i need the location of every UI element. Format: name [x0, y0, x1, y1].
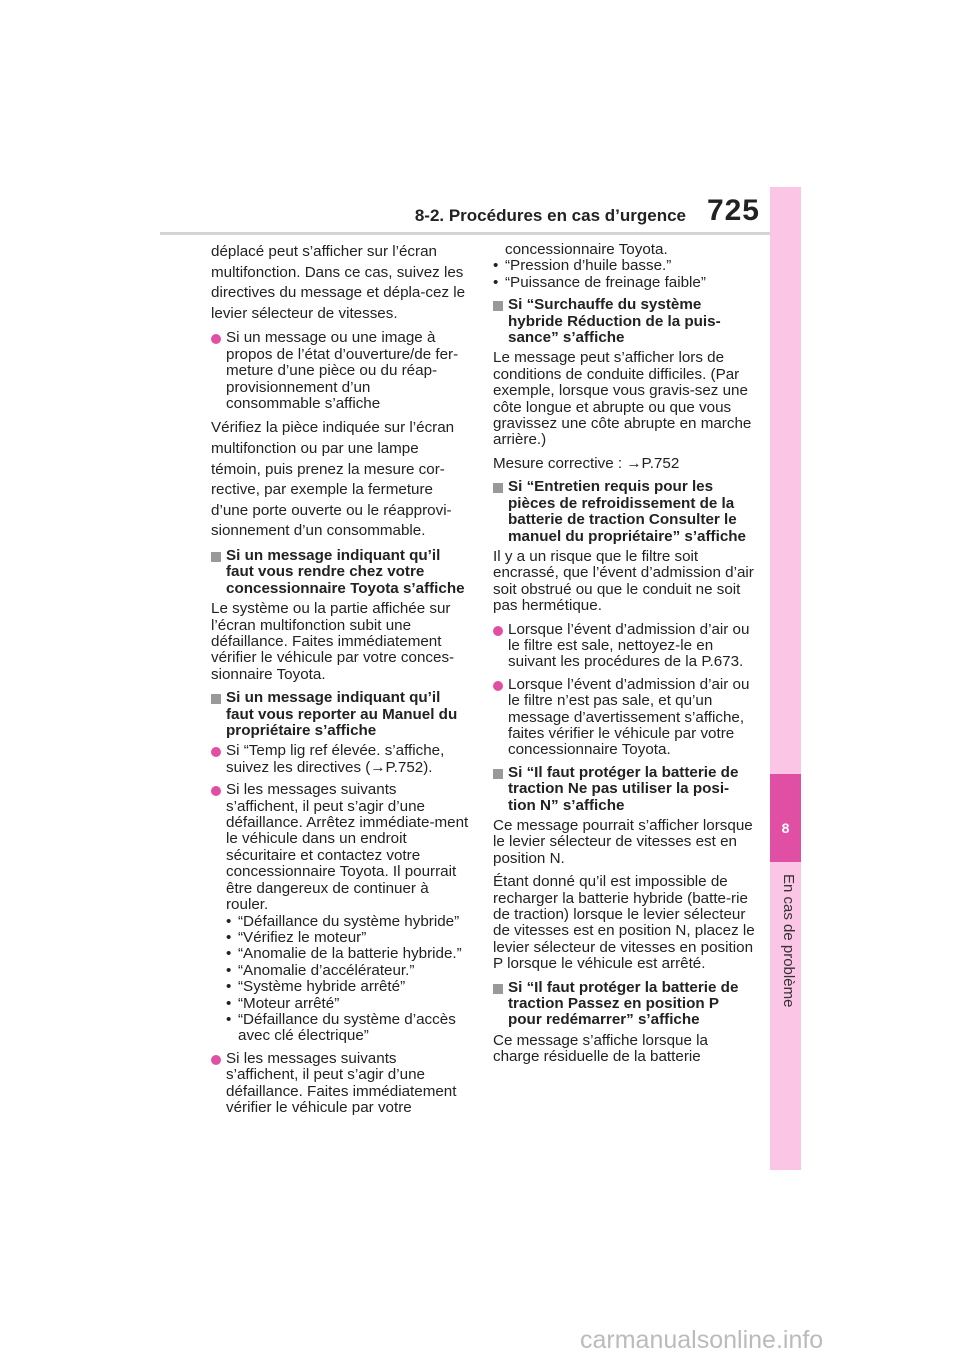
bullet-text: Lorsque l’évent d’admission d’air ou le filtre n’est pas sale, et qu’un message d’avertissement s’affiche, faites vérifier le véhicule par votre concessionnaire Toyota. [508, 675, 750, 759]
bullet-text: Si les messages suivants s’affichent, il peut s’agir d’une défaillance. Faites immédiatement vérifier le véhicule par votre [226, 1049, 457, 1116]
section-title: 8-2. Procédures en cas d’urgence [414, 206, 686, 225]
right-column [493, 242, 755, 1073]
subheading [211, 690, 469, 739]
list-item: • “Anomalie de la batterie hybride.” [226, 945, 462, 963]
subheading [493, 765, 755, 814]
paragraph: déplacé peut s’afficher sur l’écran multifonction. Dans ce cas, suivez les directives du message et dépla-cez le levier sélecteur de vitesses. [211, 243, 466, 322]
bullet-text: Si les messages suivants s’affichent, il peut s’agir d’une défaillance. Arrêtez immédiate-ment le véhicule dans un endroit sécuritaire et contactez votre concessionnaire Toyota. Il pourrait être dangereux de continuer à rouler. [226, 781, 469, 914]
paragraph: Ce message s’affiche lorsque la charge résiduelle de la batterie [493, 1031, 708, 1066]
watermark-link[interactable]: carmanualsonline.info [580, 1326, 824, 1354]
subheading [493, 297, 755, 346]
page-header [0, 194, 770, 232]
subheading-text: Si “Entretien requis pour les pièces de refroidissement de la batterie de traction Consulter le manuel du propriétaire” s’affiche [508, 478, 746, 545]
square-marker-icon [493, 769, 503, 779]
bullet-item [493, 622, 755, 671]
paragraph: Le message peut s’afficher lors de conditions de conduite difficiles. (Par exemple, lorsque vous gravis-sez une côte longue et abrupte ou que vous gravissez une côte abrupte en marche arrière.) [493, 349, 752, 449]
bullet-dot-icon [211, 334, 221, 344]
bullet-text: Si “Temp lig ref élevée. s’affiche, suivez les directives (→P.752). [226, 742, 445, 776]
bullet-dot-icon [211, 1055, 221, 1065]
bullet-item [211, 330, 469, 412]
paragraph: Ce message pourrait s’afficher lorsque le levier sélecteur de vitesses est en position N. [493, 817, 753, 867]
continued-text: concessionnaire Toyota. [505, 241, 668, 258]
subheading-text: Si un message indiquant qu’il faut vous rendre chez votre concessionnaire Toyota s’affiche [226, 546, 465, 597]
bullet-dot-icon [211, 786, 221, 796]
list-item: • “Moteur arrêté” [226, 994, 340, 1012]
page-number: 725 [706, 194, 760, 227]
subheading [493, 980, 755, 1029]
square-marker-icon [211, 552, 221, 562]
bullet-item [211, 1051, 469, 1117]
subheading-text: Si “Il faut protéger la batterie de traction Passez en position P pour redémarrer” s’affiche [508, 978, 739, 1029]
bullet-dot-icon [211, 747, 221, 757]
chapter-label: En cas de problème [780, 874, 797, 1008]
bullet-item [493, 677, 755, 759]
subheading-text: Si “Il faut protéger la batterie de traction Ne pas utiliser la posi-tion N” s’affiche [508, 763, 739, 814]
subheading [493, 479, 755, 545]
bullet-text: Si un message ou une image à propos de l’état d’ouverture/de fer-meture d’une pièce ou du réap-provisionnement d’un consommable s’affiche [226, 329, 459, 412]
paragraph: Vérifiez la pièce indiquée sur l’écran multifonction ou par une lampe témoin, puis prenez la mesure cor-rective, par exemple la fermeture d’une porte ouverte ou le réapprovi-sionnement d’un consommable. [211, 419, 455, 540]
bullet-dot-icon [493, 681, 503, 691]
list-item: • “Défaillance du système hybride” [226, 912, 460, 930]
chapter-number-box [770, 774, 801, 862]
subheading-text: Si “Surchauffe du système hybride Réduction de la puis-sance” s’affiche [508, 296, 721, 347]
list-item: • “Vérifiez le moteur” [226, 928, 367, 946]
bullet-text: Lorsque l’évent d’admission d’air ou le filtre est sale, nettoyez-le en suivant les procédures de la P.673. [508, 620, 750, 671]
square-marker-icon [493, 301, 503, 311]
left-column [211, 242, 469, 1122]
paragraph: Le système ou la partie affichée sur l’écran multifonction subit une défaillance. Faites immédiatement vérifier le véhicule par votre conces-sionnaire Toyota. [211, 600, 455, 683]
header-divider [160, 232, 770, 235]
square-marker-icon [493, 483, 503, 493]
square-marker-icon [211, 694, 221, 704]
corrective-measure: Mesure corrective : →P.752 [493, 454, 680, 472]
list-item: • “Système hybride arrêté” [226, 978, 406, 996]
list-item: • “Défaillance du système d’accès avec clé électrique” [226, 1010, 456, 1045]
bullet-dot-icon [493, 626, 503, 636]
square-marker-icon [493, 984, 503, 994]
chapter-number: 8 [781, 820, 790, 836]
bullet-item [211, 782, 469, 1045]
list-item: • “Pression d’huile basse.” [493, 257, 672, 275]
paragraph: Étant donné qu’il est impossible de recharger la batterie hybride (batte-rie de traction) lorsque le levier sélecteur de vitesses est en position N, placez le levier sélecteur de vitesses en position P lorsque le véhicule est arrêté. [493, 873, 755, 973]
subheading-text: Si un message indiquant qu’il faut vous reporter au Manuel du propriétaire s’affiche [226, 689, 458, 740]
bullet-item [211, 743, 469, 776]
subheading [211, 548, 469, 597]
list-item: • “Puissance de freinage faible” [493, 273, 706, 291]
paragraph: Il y a un risque que le filtre soit encrassé, que l’évent d’admission d’air soit obstrué ou que le conduit ne soit pas hermétique. [493, 547, 754, 615]
list-item: • “Anomalie d’accélérateur.” [226, 961, 415, 979]
